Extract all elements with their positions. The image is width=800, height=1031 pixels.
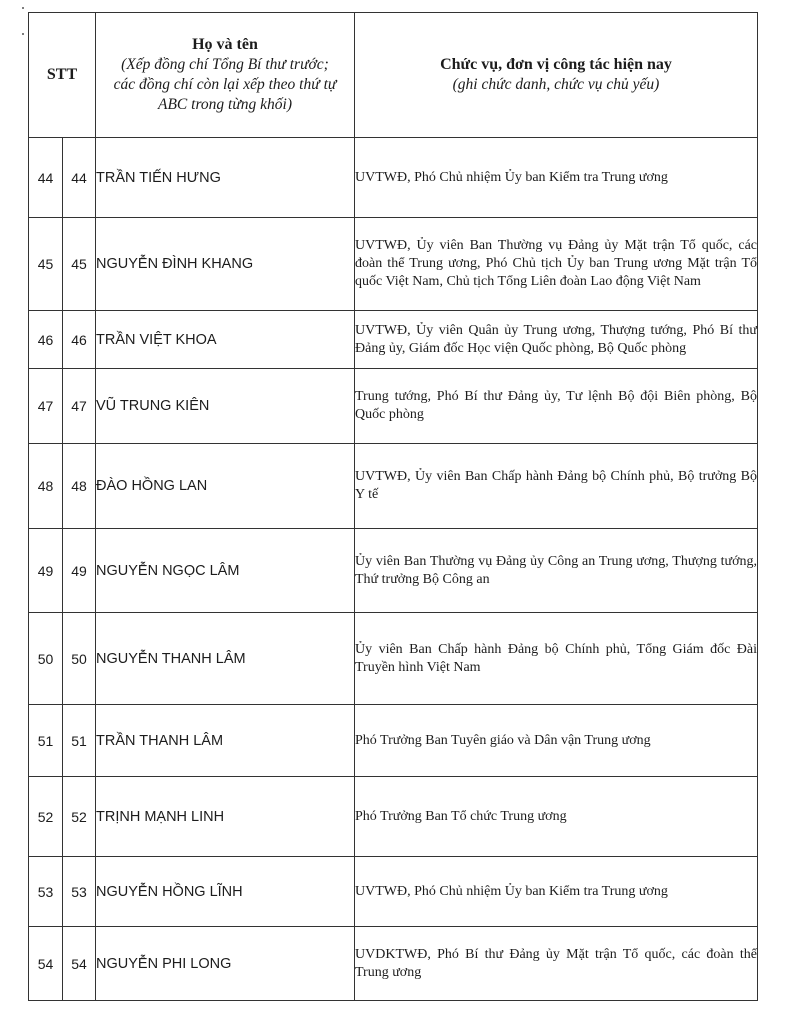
row-stt-group: 53 [63, 857, 96, 927]
row-stt-group: 45 [63, 218, 96, 311]
row-position [355, 613, 758, 705]
row-position [355, 138, 758, 218]
row-stt: 50 [29, 613, 63, 705]
row-stt-group: 51 [63, 705, 96, 777]
table-row [29, 444, 758, 529]
row-stt: 53 [29, 857, 63, 927]
row-name: NGUYỄN HỒNG LĨNH [96, 857, 355, 927]
row-position-text: UVDKTWĐ, Phó Bí thư Đảng ủy Mặt trận Tổ quốc, các đoàn thể Trung ương [355, 946, 757, 980]
row-position-text: UVTWĐ, Ủy viên Ban Thường vụ Đảng ủy Mặt trận Tổ quốc, các đoàn thể Trung ương, Phó Chủ tịch Ủy ban Trung ương Mặt trận Tổ quốc Việt Nam, Chủ tịch Tổng Liên đoàn Lao động Việt Nam [355, 238, 757, 289]
row-stt: 47 [29, 369, 63, 444]
row-position-text: Phó Trưởng Ban Tuyên giáo và Dân vận Trung ương [355, 732, 651, 748]
table-row [29, 705, 758, 777]
table-row [29, 138, 758, 218]
header-stt: STT [29, 13, 96, 138]
table-row [29, 777, 758, 857]
table-row [29, 927, 758, 1001]
row-name: NGUYỄN PHI LONG [96, 927, 355, 1001]
row-position [355, 311, 758, 369]
row-position [355, 777, 758, 857]
row-position-text: Ủy viên Ban Chấp hành Đảng bộ Chính phủ, Tổng Giám đốc Đài Truyền hình Việt Nam [355, 641, 757, 675]
header-position-note: (ghi chức danh, chức vụ chủ yếu) [452, 76, 660, 93]
row-name: NGUYỄN ĐÌNH KHANG [96, 218, 355, 311]
row-stt: 54 [29, 927, 63, 1001]
row-name: NGUYỄN THANH LÂM [96, 613, 355, 705]
table-row [29, 311, 758, 369]
row-position [355, 218, 758, 311]
row-stt: 44 [29, 138, 63, 218]
row-name: ĐÀO HỒNG LAN [96, 444, 355, 529]
scan-speck [22, 33, 24, 35]
header-name [96, 13, 355, 138]
row-stt-group: 52 [63, 777, 96, 857]
row-stt: 49 [29, 529, 63, 613]
row-position-text: UVTWĐ, Ủy viên Ban Chấp hành Đảng bộ Chính phủ, Bộ trưởng Bộ Y tế [355, 469, 757, 502]
row-stt: 45 [29, 218, 63, 311]
row-stt-group: 44 [63, 138, 96, 218]
row-position [355, 857, 758, 927]
row-position-text: UVTWĐ, Ủy viên Quân ủy Trung ương, Thượng tướng, Phó Bí thư Đảng ủy, Giám đốc Học viện Quốc phòng, Bộ Quốc phòng [355, 322, 757, 356]
header-position-title: Chức vụ, đơn vị công tác hiện nay [440, 56, 672, 73]
row-stt-group: 54 [63, 927, 96, 1001]
row-stt-group: 46 [63, 311, 96, 369]
table-row [29, 529, 758, 613]
row-name: TRẦN THANH LÂM [96, 705, 355, 777]
row-name: VŨ TRUNG KIÊN [96, 369, 355, 444]
table-row [29, 218, 758, 311]
row-stt: 46 [29, 311, 63, 369]
header-name-note: (Xếp đồng chí Tổng Bí thư trước; các đồng chí còn lại xếp theo thứ tự ABC trong từng khối) [113, 56, 337, 113]
row-stt-group: 50 [63, 613, 96, 705]
row-position [355, 705, 758, 777]
header-position [355, 13, 758, 138]
table-header-row [29, 13, 758, 138]
row-position [355, 927, 758, 1001]
table-row [29, 857, 758, 927]
row-name: TRỊNH MẠNH LINH [96, 777, 355, 857]
row-position-text: UVTWĐ, Phó Chủ nhiệm Ủy ban Kiểm tra Trung ương [355, 169, 668, 185]
row-name: NGUYỄN NGỌC LÂM [96, 529, 355, 613]
row-position [355, 369, 758, 444]
personnel-table [28, 12, 758, 1001]
row-stt: 48 [29, 444, 63, 529]
row-position-text: Ủy viên Ban Thường vụ Đảng ủy Công an Trung ương, Thượng tướng, Thứ trưởng Bộ Công an [355, 553, 757, 587]
row-name: TRẦN TIẾN HƯNG [96, 138, 355, 218]
header-name-title: Họ và tên [192, 36, 258, 53]
row-position-text: Trung tướng, Phó Bí thư Đảng ủy, Tư lệnh Bộ đội Biên phòng, Bộ Quốc phòng [355, 389, 757, 422]
row-name: TRẦN VIỆT KHOA [96, 311, 355, 369]
row-position-text: Phó Trưởng Ban Tổ chức Trung ương [355, 808, 567, 824]
row-position-text: UVTWĐ, Phó Chủ nhiệm Ủy ban Kiểm tra Trung ương [355, 883, 668, 899]
row-stt: 51 [29, 705, 63, 777]
table-row [29, 613, 758, 705]
row-stt-group: 47 [63, 369, 96, 444]
scan-speck [22, 7, 24, 9]
row-stt-group: 48 [63, 444, 96, 529]
table-row [29, 369, 758, 444]
row-stt-group: 49 [63, 529, 96, 613]
row-position [355, 444, 758, 529]
row-position [355, 529, 758, 613]
row-stt: 52 [29, 777, 63, 857]
